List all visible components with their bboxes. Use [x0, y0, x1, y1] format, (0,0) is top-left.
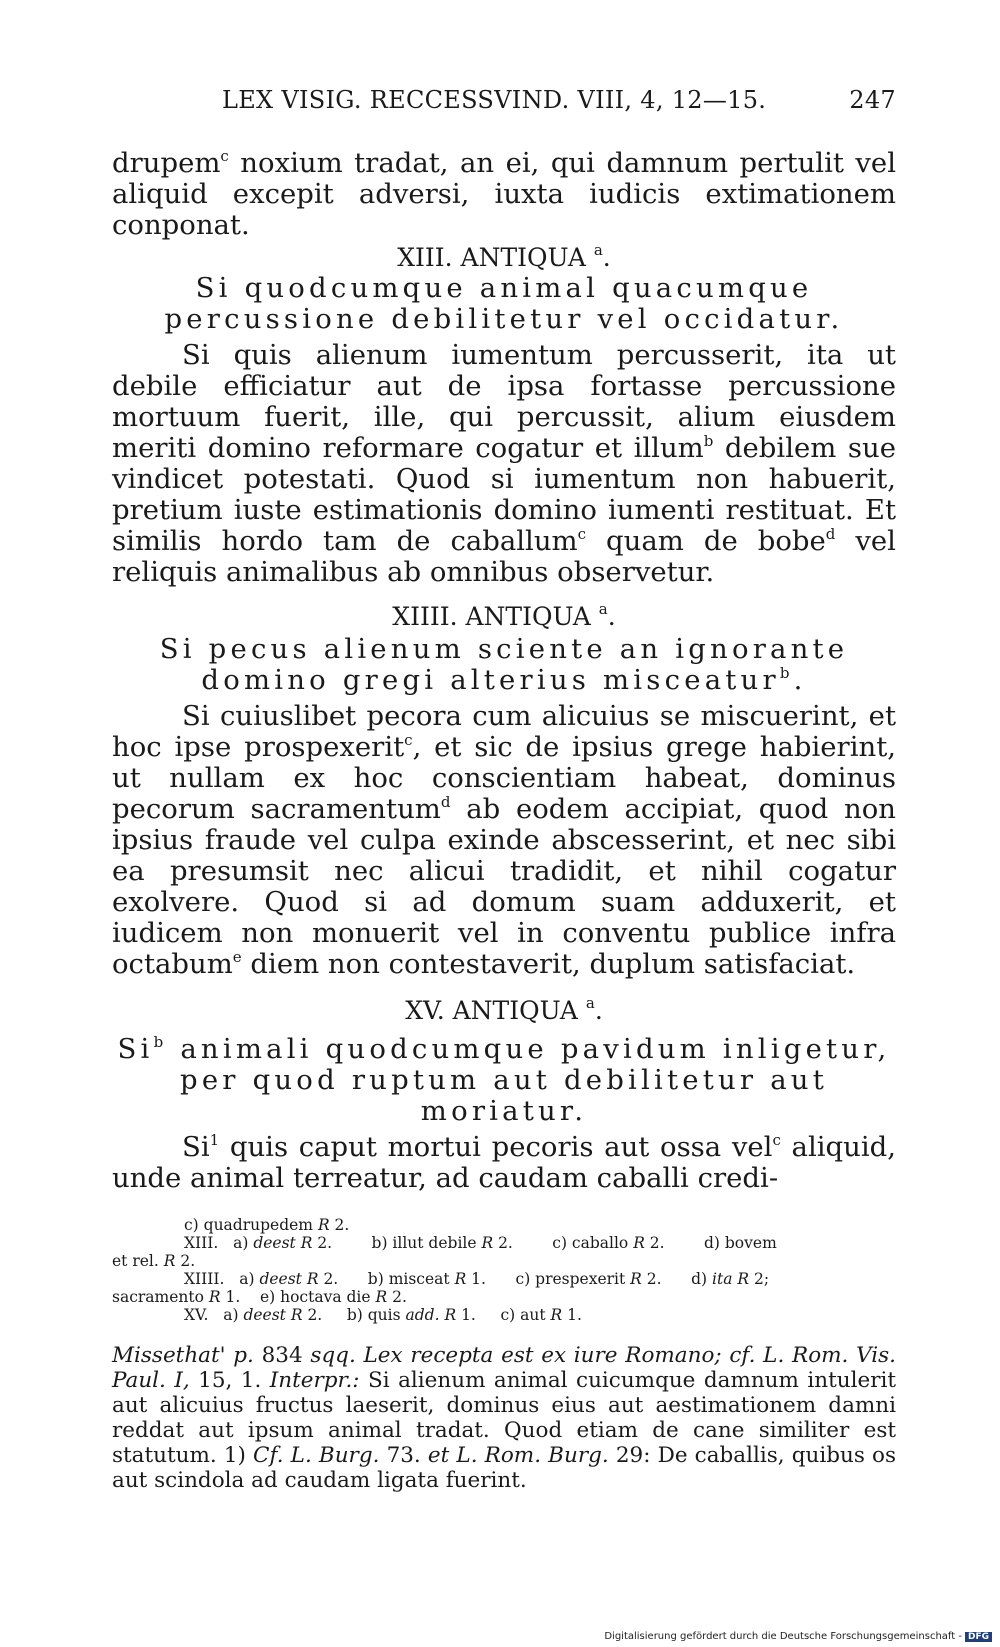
- paragraph-13: Si quis alienum iumentum percusserit, ita ut debile efficiatur aut de ipsa fortasse percussione mortuum fuerit, ille, qui percussit, alium eiusdem meriti domino reformare cogatur et illum$^b$ debilem sue vindicet potestati. Quod si iumentum non habuerit, pretium iuste estimationis domino iumenti restituat. Et similis hordo tam de caballum$^c$ quam de bobe$^d$ vel reliquis animalibus ab omnibus observetur.: [112, 339, 896, 588]
- note-line: sacramento R 1. e) hoctava die R 2.: [112, 1288, 407, 1306]
- rubric-15: Si$^b$ animali quodcumque pavidum inligetur, per quod ruptum aut debilitetur aut moriatur.: [117, 1033, 891, 1127]
- dfg-logo: DFG: [965, 1632, 992, 1642]
- rubric-14: Si pecus alienum sciente an ignorante domino gregi alterius misceatur$^b$.: [159, 633, 849, 696]
- note-line: XIIII. a) deest R 2. b) misceat R 1. c) prespexerit R 2. d) ita R 2;: [184, 1270, 770, 1288]
- paragraph-15: Si$^1$ quis caput mortui pecoris aut ossa vel$^c$ aliquid, unde animal terreatur, ad caudam caballi credi-: [112, 1131, 896, 1194]
- page-number: 247: [849, 86, 896, 114]
- note-line: c) quadrupedem R 2.: [184, 1216, 350, 1234]
- critical-apparatus: [112, 1216, 896, 1324]
- digitization-credit: Digitalisierung gefördert durch die Deutsche Forschungsgemeinschaft - DFG: [604, 1631, 992, 1642]
- paragraph-continued: drupem$^c$ noxium tradat, an ei, qui damnum pertulit vel aliquid excepit adversi, iuxta iudicis extimationem conponat.: [112, 147, 896, 241]
- note-line: XV. a) deest R 2. b) quis add. R 1. c) aut R 1.: [184, 1306, 582, 1324]
- commentary: Missethat' p. 834 sqq. Lex recepta est ex iure Romano; cf. L. Rom. Vis. Paul. I, 15, 1. Interpr.: Si alienum animal cuicumque damnum intulerit aut alicuius fructus laeserit, dominus eius aut aestimationem damni reddat aut ipsum animal tradat. Quod etiam de cane similiter est statutum. 1) Cf. L. Burg. 73. et L. Rom. Burg. 29: De caballis, quibus os aut scindola ad caudam ligata fuerint.: [112, 1343, 897, 1493]
- paragraph-14: Si cuiuslibet pecora cum alicuius se miscuerint, et hoc ipse prospexerit$^c$, et sic de ipsius grege habierint, ut nullam ex hoc conscientiam habeat, dominus pecorum sacramentum$^d$ ab eodem accipiat, quod non ipsius fraude vel culpa exinde abscesserint, et nec sibi ea presumsit nec alicui tradidit, et nihil cogatur exolvere. Quod si ad domum suam adduxerit, et iudicem non monuerit vel in conventu publice infra octabum$^e$ diem non contestaverit, duplum satisfaciat.: [112, 700, 896, 980]
- rubric-13: Si quodcumque animal quacumque percussione debilitetur vel occidatur.: [164, 272, 844, 335]
- running-title: LEX VISIG. RECCESSVIND. VIII, 4, 12—15.: [222, 86, 767, 114]
- note-line: XIII. a) deest R 2. b) illut debile R 2. c) caballo R 2. d) bovem: [184, 1234, 777, 1252]
- note-line: et rel. R 2.: [112, 1252, 196, 1270]
- main-text: [112, 148, 896, 1194]
- chapter-heading-15: XV. ANTIQUA $^a$.: [405, 994, 603, 1025]
- chapter-heading-13: XIII. ANTIQUA $^a$.: [397, 241, 611, 272]
- chapter-heading-14: XIIII. ANTIQUA $^a$.: [392, 600, 616, 631]
